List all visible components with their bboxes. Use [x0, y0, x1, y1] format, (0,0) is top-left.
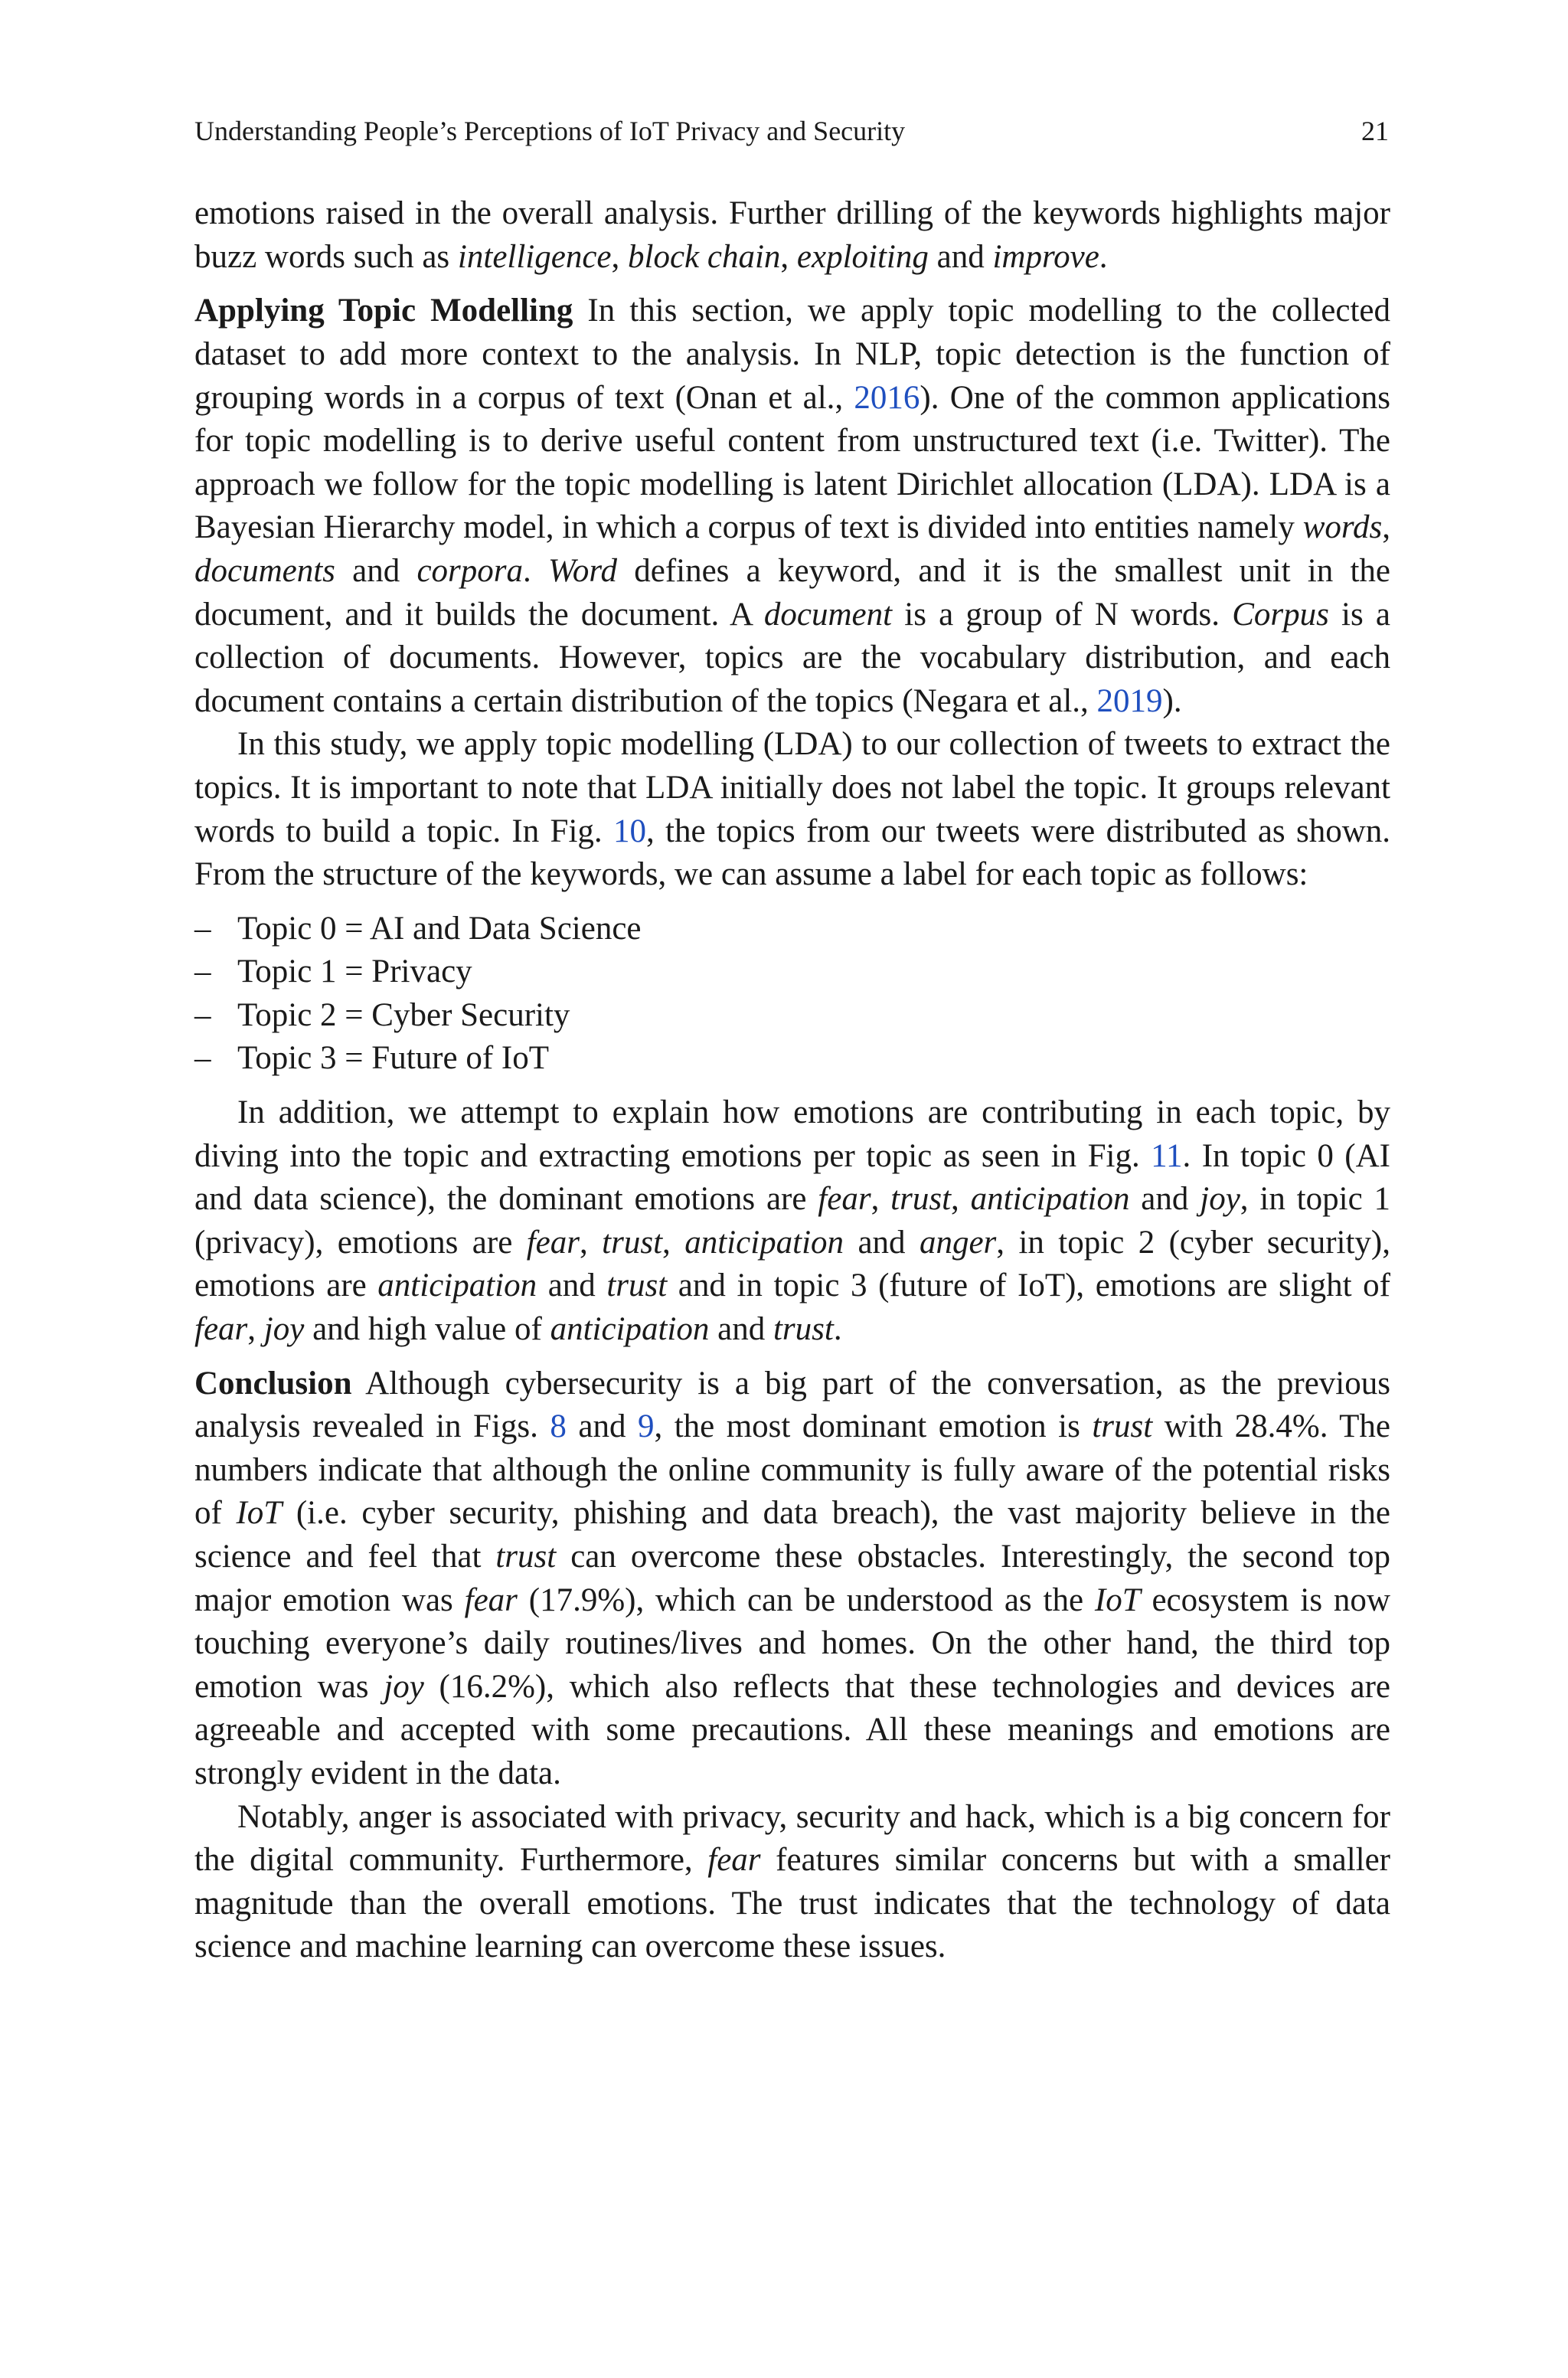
- text-run: (16.2%), which also reflects that these technologies and devices are agreeable and accepted with some precautions. All these meanings and emotions are strongly evident in the data.: [194, 1668, 1390, 1791]
- text-run: is a collection of documents. However, topics are the vocabulary distribution, and each document contains a certain distribution of the topics (Negara et al.,: [194, 596, 1390, 719]
- topic-label: Topic 3 = Future of IoT: [237, 1040, 549, 1077]
- topic-label: Topic 1 = Privacy: [237, 953, 472, 990]
- text-run: ,: [1382, 509, 1390, 546]
- term-joy: joy: [263, 1311, 305, 1348]
- term-block-chain: block chain: [628, 238, 781, 275]
- body-text: [194, 192, 1390, 1969]
- text-run: ,: [611, 238, 628, 275]
- text-run: ). One of the common applications for topic modelling is to derive useful content from unstructured text (i.e. Twitter). The approach we follow for the topic modelling is latent Dirichlet allocation (LDA). LDA is a Bayesian Hierarchy model, in which a corpus of text is divided into entities namely: [194, 379, 1390, 546]
- term-trust: trust: [1092, 1408, 1153, 1445]
- text-run: can overcome these obstacles. Interestingly, the second top major emotion was: [194, 1539, 1390, 1618]
- text-run: , the topics from our tweets were distributed as shown. From the structure of the keywords, we can assume a label for each topic as follows:: [194, 813, 1390, 893]
- term-fear: fear: [818, 1181, 871, 1218]
- section-heading-conclusion: Conclusion: [194, 1365, 352, 1402]
- list-dash: –: [194, 1040, 211, 1077]
- topic-list: [194, 908, 1390, 1081]
- text-run: , the most dominant emotion is: [654, 1408, 1093, 1445]
- text-run: defines a keyword, and it is the smallest unit in the document, and it builds the document. A: [194, 552, 1390, 633]
- text-run: and: [709, 1311, 773, 1348]
- text-run: In addition, we attempt to explain how emotions are contributing in each topic, by diving into the topic and extracting emotions per topic as seen in Fig.: [194, 1094, 1390, 1174]
- text-run: and: [844, 1224, 920, 1261]
- paragraph-emotions-per-topic: [194, 1091, 1390, 1352]
- list-item: [194, 1037, 1390, 1081]
- term-corpus: Corpus: [1232, 596, 1329, 633]
- paragraph-lda-study: [194, 723, 1390, 896]
- term-trust: trust: [890, 1181, 952, 1218]
- running-title: Understanding People’s Perceptions of IoT Privacy and Security: [194, 116, 906, 146]
- text-run: Notably, anger is associated with privacy, security and hack, which is a big concern for the digital community. Furthermore,: [194, 1798, 1390, 1879]
- term-joy: joy: [384, 1668, 424, 1705]
- text-run: and: [1129, 1181, 1200, 1218]
- text-run: and: [928, 238, 993, 275]
- page-number: 21: [1361, 116, 1389, 146]
- text-run: ,: [780, 238, 797, 275]
- citation-link-negara-2019[interactable]: 2019: [1096, 682, 1163, 719]
- term-anticipation: anticipation: [970, 1181, 1130, 1218]
- figure-link-10[interactable]: 10: [612, 813, 646, 849]
- text-run: Although cybersecurity is a big part of the conversation, as the previous analysis revealed in Figs.: [194, 1365, 1390, 1445]
- text-run: ,: [871, 1181, 891, 1218]
- text-run: , in topic 2 (cyber security), emotions are: [194, 1224, 1391, 1304]
- term-iot: IoT: [236, 1495, 283, 1532]
- text-run: .: [523, 552, 548, 589]
- text-run: (17.9%), which can be understood as the: [517, 1582, 1095, 1618]
- term-fear: fear: [194, 1311, 248, 1348]
- text-run: ,: [247, 1311, 264, 1348]
- term-anticipation: anticipation: [684, 1224, 844, 1261]
- topic-label: Topic 2 = Cyber Security: [237, 996, 570, 1033]
- text-run: and in topic 3 (future of IoT), emotions are slight of: [667, 1268, 1390, 1304]
- paragraph-anger-fear-trust: [194, 1796, 1390, 1969]
- paragraph-keywords-summary: [194, 192, 1390, 279]
- term-anticipation: anticipation: [550, 1311, 710, 1348]
- term-fear: fear: [707, 1842, 761, 1879]
- figure-link-8[interactable]: 8: [550, 1408, 567, 1445]
- running-head: [194, 115, 1390, 148]
- text-run: . In topic 0 (AI and data science), the dominant emotions are: [194, 1137, 1390, 1218]
- text-run: and: [537, 1268, 607, 1304]
- term-corpora: corpora: [416, 552, 524, 589]
- list-item: [194, 950, 1390, 994]
- text-run: In this section, we apply topic modelling to the collected dataset to add more context to the analysis. In NLP, topic detection is the function of grouping words in a corpus of text (Onan et al.,: [194, 293, 1390, 416]
- text-run: ,: [951, 1181, 971, 1218]
- term-intelligence: intelligence: [457, 238, 612, 275]
- term-fear: fear: [526, 1224, 580, 1261]
- term-word: Word: [548, 552, 618, 589]
- text-run: and: [335, 552, 417, 589]
- text-run: , in topic 1 (privacy), emotions are: [194, 1181, 1390, 1261]
- text-run: .: [833, 1311, 842, 1348]
- text-run: In this study, we apply topic modelling (LDA) to our collection of tweets to extract the topics. It is important to note that LDA initially does not label the topic. It groups relevant words to build a topic. In Fig.: [194, 726, 1390, 849]
- figure-link-11[interactable]: 11: [1151, 1137, 1183, 1174]
- term-trust: trust: [495, 1539, 557, 1575]
- list-item: [194, 908, 1390, 951]
- paragraph-applying-topic-modelling: [194, 289, 1390, 723]
- term-iot: IoT: [1094, 1582, 1141, 1618]
- term-improve: improve: [992, 238, 1099, 275]
- text-run: and: [566, 1408, 638, 1445]
- term-document: document: [763, 596, 893, 633]
- text-run: emotions raised in the overall analysis. Further drilling of the keywords highlights major buzz words such as: [194, 195, 1390, 275]
- term-fear: fear: [464, 1582, 518, 1618]
- text-run: ).: [1162, 682, 1182, 719]
- text-run: with 28.4%. The numbers indicate that although the online community is fully aware of the potential risks of: [194, 1408, 1391, 1532]
- paragraph-conclusion: [194, 1362, 1390, 1796]
- list-item: [194, 994, 1390, 1038]
- term-words: words: [1302, 509, 1383, 546]
- term-joy: joy: [1200, 1181, 1240, 1218]
- text-run: ,: [580, 1224, 603, 1261]
- text-run: features similar concerns but with a smaller magnitude than the overall emotions. The trust indicates that the technology of data science and machine learning can overcome these issues.: [194, 1842, 1390, 1965]
- text-run: .: [1099, 238, 1108, 275]
- list-dash: –: [194, 910, 211, 947]
- text-run: ecosystem is now touching everyone’s daily routines/lives and homes. On the other hand, the third top emotion was: [194, 1582, 1390, 1705]
- topic-label: Topic 0 = AI and Data Science: [237, 910, 642, 947]
- term-anger: anger: [919, 1224, 997, 1261]
- list-dash: –: [194, 953, 211, 990]
- figure-link-9[interactable]: 9: [637, 1408, 655, 1445]
- section-heading-applying-topic-modelling: Applying Topic Modelling: [194, 293, 573, 329]
- text-run: is a group of N words.: [892, 596, 1233, 633]
- term-trust: trust: [602, 1224, 663, 1261]
- term-exploiting: exploiting: [796, 238, 929, 275]
- citation-link-onan-2016[interactable]: 2016: [854, 379, 920, 416]
- text-run: and high value of: [304, 1311, 550, 1348]
- list-dash: –: [194, 996, 211, 1033]
- text-run: (i.e. cyber security, phishing and data breach), the vast majority believe in the science and feel that: [194, 1495, 1390, 1575]
- text-run: ,: [662, 1224, 685, 1261]
- term-documents: documents: [194, 552, 335, 589]
- term-trust: trust: [773, 1311, 834, 1348]
- page: [194, 115, 1390, 1969]
- term-trust: trust: [606, 1268, 668, 1304]
- term-anticipation: anticipation: [377, 1268, 537, 1304]
